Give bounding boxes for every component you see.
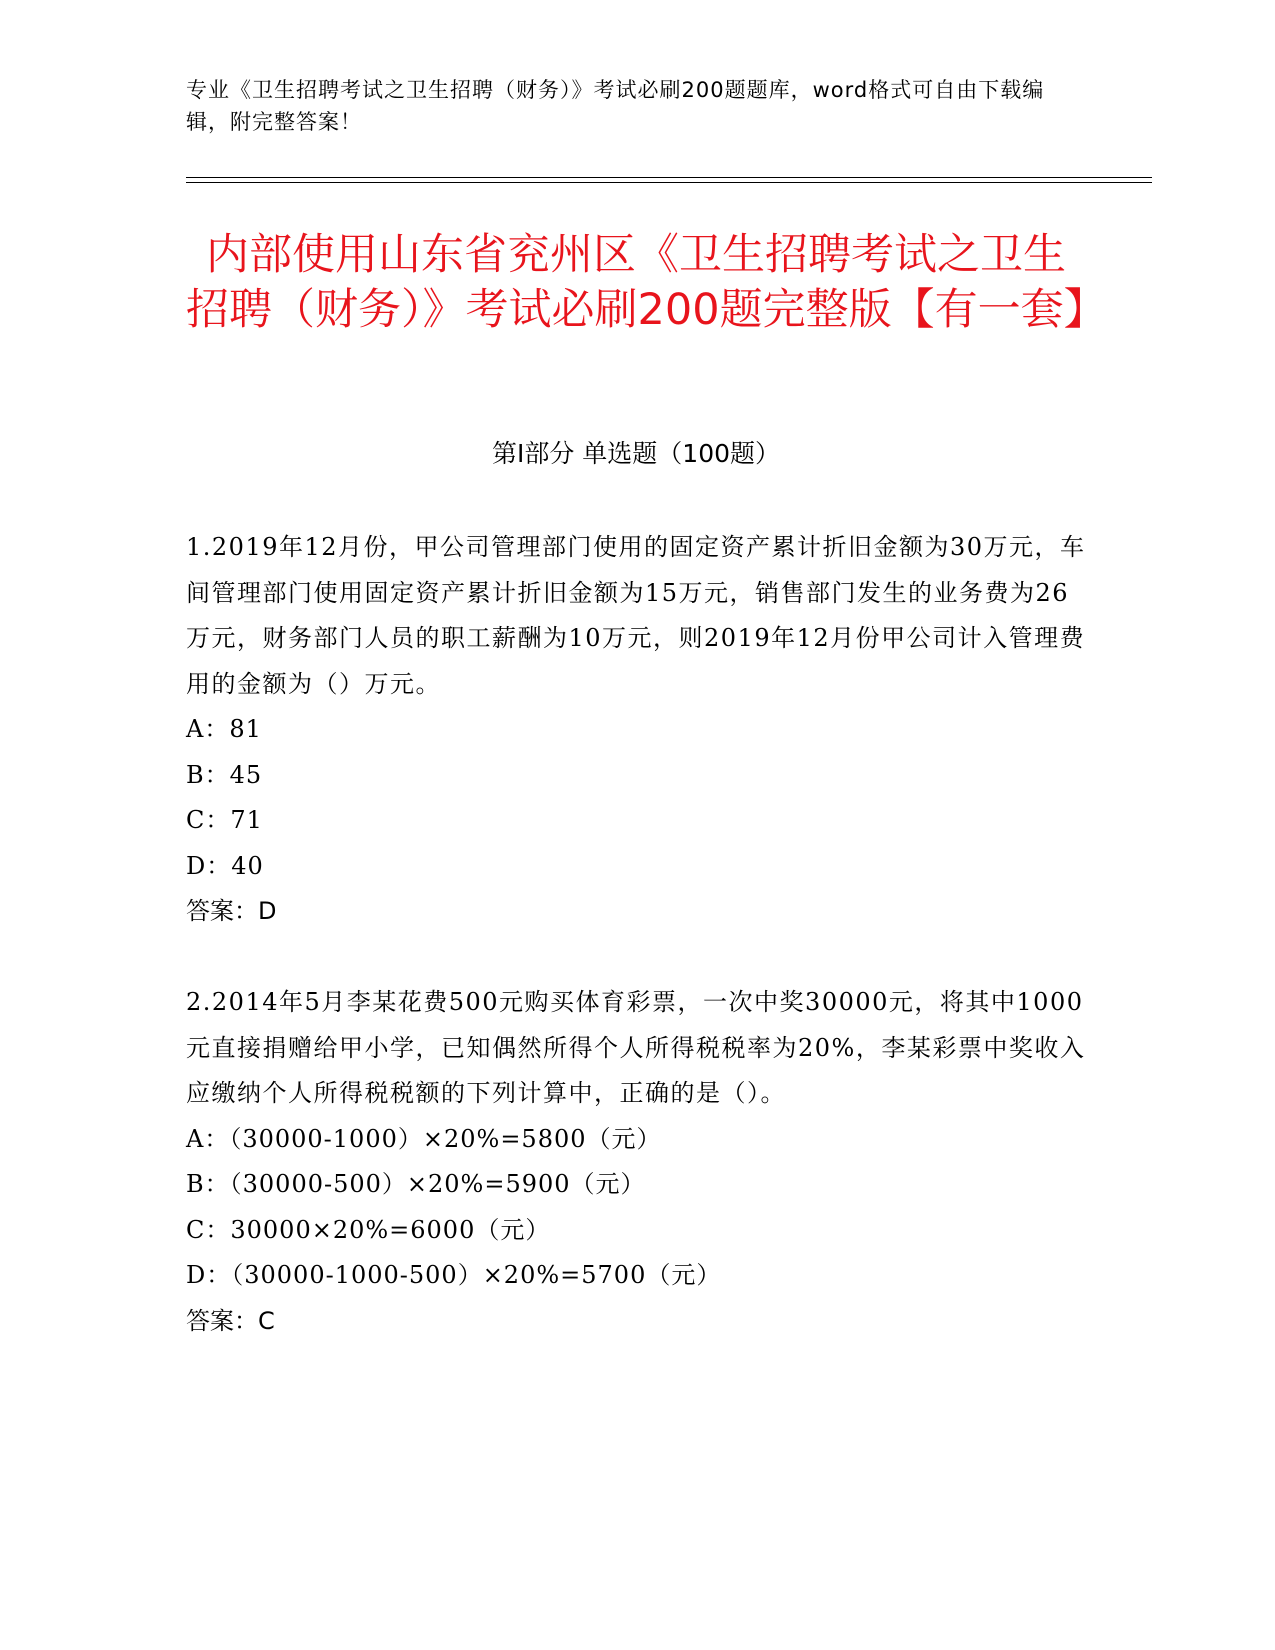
option-d: D：40 [186,851,264,880]
option-c: C：71 [186,806,263,834]
question-2 [186,980,1091,1344]
question-stem: 1.2019年12月份，甲公司管理部门使用的固定资产累计折旧金额为30万元，车间管理部门使用固定资产累计折旧金额为15万元，销售部门发生的业务费为26万元，财务部门人员的职工薪酬为10万元，则2019年12月份甲公司计入管理费用的金额为（）万元。 [186,533,1086,698]
header-divider-top [186,177,1152,178]
header-note: 专业《卫生招聘考试之卫生招聘（财务）》考试必刷200题题库，word格式可自由下载编辑，附完整答案！ [186,78,1045,134]
answer: 答案：D [186,897,277,925]
option-a: A：81 [186,715,262,743]
option-a: A：（30000-1000）×20%=5800（元） [186,1124,662,1153]
document-title: 内部使用山东省兖州区《卫生招聘考试之卫生招聘（财务）》考试必刷200题完整版【有一套】 [186,230,1107,335]
header-divider-bottom [186,182,1152,183]
option-d: D：（30000-1000-500）×20%=5700（元） [186,1261,722,1289]
section-title: 第Ⅰ部分 单选题（100题） [491,439,781,468]
option-b: B：（30000-500）×20%=5900（元） [186,1170,646,1198]
answer: 答案：C [186,1306,275,1335]
option-b: B：45 [186,760,263,789]
question-stem: 2.2014年5月李某花费500元购买体育彩票，一次中奖30000元，将其中1000元直接捐赠给甲小学，已知偶然所得个人所得税税率为20%，李某彩票中奖收入应缴纳个人所得税税额的下列计算中，正确的是（）。 [186,988,1086,1107]
question-1 [186,525,1091,935]
option-c: C：30000×20%=6000（元） [186,1215,551,1244]
